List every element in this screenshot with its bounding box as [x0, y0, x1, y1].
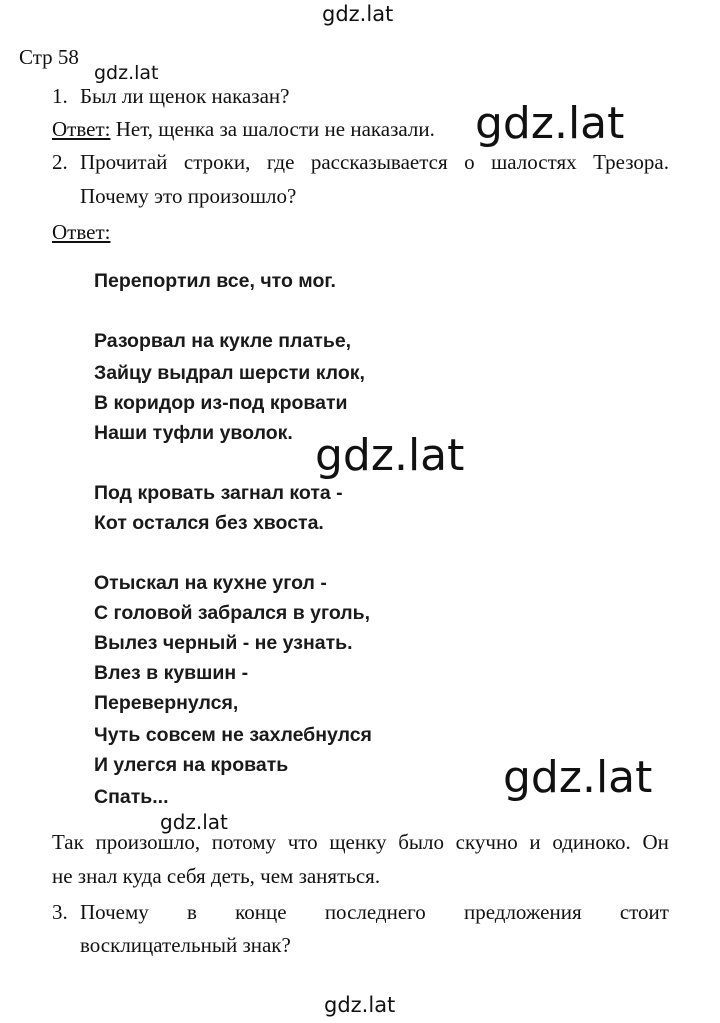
q2-question-line2: Почему это произошло?	[80, 184, 297, 208]
q3-word: предложения	[463, 900, 582, 924]
conclusion-word: скучно	[455, 830, 518, 854]
q3-question-line2: восклицательный знак?	[80, 933, 291, 957]
q2-word: о	[464, 150, 475, 174]
watermark-under-page: gdz.lat	[94, 62, 159, 84]
q2-word: рассказывается	[310, 150, 448, 174]
page-label: Стр 58	[19, 45, 79, 69]
q2-word: Трезора.	[593, 150, 669, 174]
conclusion-word: что	[287, 830, 318, 854]
q2-word: шалостях	[491, 150, 577, 174]
conclusion-word: Он	[642, 830, 669, 854]
poem-line: Спать...	[94, 786, 169, 808]
watermark-top: gdz.lat	[322, 2, 394, 26]
conclusion-line2: не знал куда себя деть, чем заняться.	[52, 864, 381, 888]
poem-line: Кот остался без хвоста.	[94, 512, 324, 534]
q3-word: в	[187, 900, 197, 924]
conclusion-word: одиноко.	[552, 830, 631, 854]
watermark-bottom: gdz.lat	[324, 993, 396, 1017]
watermark-after-answer1: gdz.lat	[475, 98, 625, 149]
q2-word: где	[266, 150, 295, 174]
watermark-middle: gdz.lat	[315, 430, 465, 481]
q2-question-line1	[80, 150, 669, 175]
poem-line: Вылез черный - не узнать.	[94, 632, 353, 654]
q2-word: строки,	[183, 150, 251, 174]
poem-line: И улегся на кровать	[94, 754, 289, 776]
q3-word: Почему	[80, 900, 149, 924]
q3-word: конце	[235, 900, 287, 924]
poem-line: Чуть совсем не захлебнулся	[94, 724, 372, 746]
conclusion-word: щенку	[329, 830, 387, 854]
conclusion-word: Так	[52, 830, 84, 854]
q3-number: 3.	[52, 900, 68, 924]
poem-line: Перевернулся,	[94, 692, 239, 714]
conclusion-word: и	[529, 830, 541, 854]
q1-question: Был ли щенок наказан?	[80, 84, 290, 108]
poem-line: Отыскал на кухне угол -	[94, 572, 327, 594]
conclusion-word: было	[398, 830, 444, 854]
q2-number: 2.	[52, 150, 68, 174]
q3-question-line1	[80, 900, 669, 925]
poem-line: Зайцу выдрал шерсти клок,	[94, 362, 365, 384]
poem-line: В коридор из-под кровати	[94, 392, 348, 414]
q1-answer-text: Нет, щенка за шалости не наказали.	[110, 117, 435, 141]
poem-line: Перепортил все, что мог.	[94, 270, 336, 292]
q1-answer	[52, 117, 435, 141]
q2-answer-label: Ответ:	[52, 220, 111, 244]
conclusion-line1	[52, 830, 669, 855]
q3-word: последнего	[324, 900, 426, 924]
poem-line: Под кровать загнал кота -	[94, 482, 343, 504]
poem-line: Наши туфли уволок.	[94, 422, 293, 444]
q1-answer-label: Ответ:	[52, 117, 111, 141]
conclusion-word: потому	[211, 830, 277, 854]
q1-number: 1.	[52, 84, 68, 108]
conclusion-word: произошло,	[95, 830, 201, 854]
watermark-before-conclusion: gdz.lat	[160, 810, 228, 834]
poem-line: Влез в кувшин -	[94, 662, 249, 684]
q2-word: Прочитай	[80, 150, 168, 174]
poem-line: Разорвал на кукле платье,	[94, 330, 352, 352]
watermark-right-lower: gdz.lat	[503, 752, 653, 803]
poem-line: С головой забрался в уголь,	[94, 602, 371, 624]
q3-word: стоит	[619, 900, 669, 924]
